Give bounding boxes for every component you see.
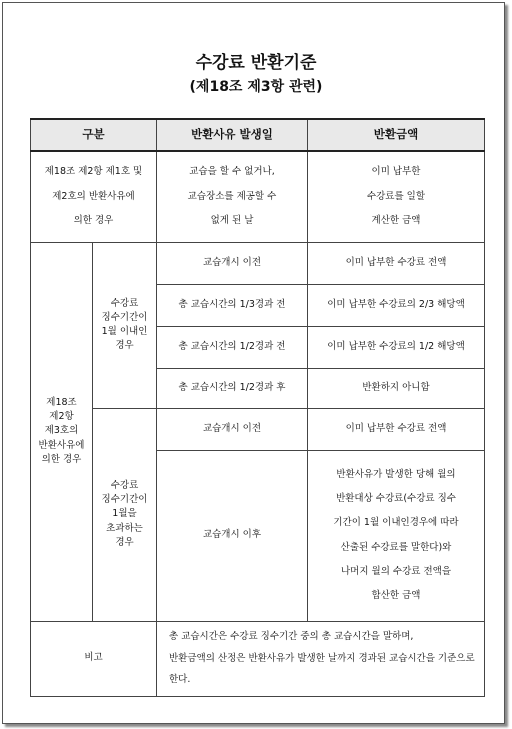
table-row [31,242,485,284]
over-amount-cell: 반환사유가 발생한 당해 월의 반환대상 수강료(수강료 징수 기간이 1월 이내인경우에 따라 산출된 수강료를 말한다)와 나머지 월의 수강료 전액을 합산한 금액 [308,450,485,621]
over-amount-cell: 이미 납부한 수강료 전액 [308,408,485,450]
remarks-label: 비고 [31,621,157,696]
basic-amount-cell: 이미 납부한 수강료를 일할 계산한 금액 [308,151,485,242]
within-amount-cell: 이미 납부한 수강료 전액 [308,242,485,284]
document-title: 수강료 반환기준 [195,53,317,73]
header-reason: 반환사유 발생일 [157,119,308,151]
document-subtitle: (제18조 제3항 관련) [189,79,323,95]
basic-reason-cell: 교습을 할 수 없거나, 교습장소를 제공할 수 없게 된 날 [157,151,308,242]
over-month-label-cell: 수강료 징수기간이 1월을 초과하는 경우 [93,408,157,621]
over-reason-cell: 교습개시 이전 [157,408,308,450]
within-reason-cell: 총 교습시간의 1/2경과 후 [157,368,308,408]
within-reason-cell: 총 교습시간의 1/3경과 전 [157,284,308,326]
basic-category-cell: 제18조 제2항 제1호 및 제2호의 반환사유에 의한 경우 [31,151,157,242]
within-month-label-cell: 수강료 징수기간이 1월 이내인 경우 [93,242,157,408]
header-category: 구분 [31,119,157,151]
within-reason-cell: 교습개시 이전 [157,242,308,284]
within-reason-cell: 총 교습시간의 1/2경과 전 [157,326,308,368]
group-label-cell: 제18조 제2항 제3호의 반환사유에 의한 경우 [31,242,93,621]
table-header-row [31,119,485,151]
within-amount-cell: 반환하지 아니함 [308,368,485,408]
remarks-row [31,621,485,696]
within-amount-cell: 이미 납부한 수강료의 2/3 해당액 [308,284,485,326]
table-row [31,408,485,450]
over-reason-cell: 교습개시 이후 [157,450,308,621]
header-amount: 반환금액 [308,119,485,151]
within-amount-cell: 이미 납부한 수강료의 1/2 해당액 [308,326,485,368]
table-row [31,151,485,242]
refund-table [30,118,485,697]
remarks-text-cell: 총 교습시간은 수강료 징수기간 중의 총 교습시간을 말하며, 반환금액의 산정은 반환사유가 발생한 날까지 경과된 교습시간을 기준으로 한다. [157,621,485,696]
